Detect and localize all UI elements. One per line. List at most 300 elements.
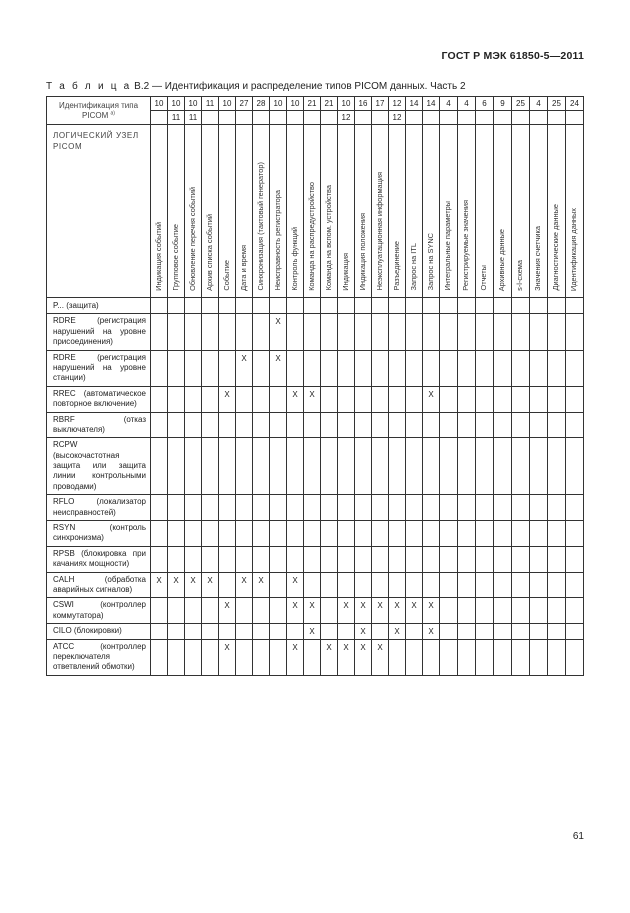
mark-cell: X	[219, 598, 236, 624]
caption-label: Т а б л и ц а	[46, 81, 132, 92]
mark-cell	[406, 639, 423, 675]
mark-cell	[530, 521, 548, 547]
mark-cell	[423, 495, 440, 521]
mark-cell	[168, 386, 185, 412]
mark-cell	[253, 598, 270, 624]
mark-cell	[440, 298, 458, 314]
column-name-cell	[202, 125, 219, 298]
type-id-sub-cell	[321, 111, 338, 125]
mark-cell	[185, 412, 202, 438]
type-id-sub-cell	[440, 111, 458, 125]
mark-cell	[304, 298, 321, 314]
column-name: Обновление перечня событий	[187, 186, 197, 291]
mark-cell: X	[372, 598, 389, 624]
mark-cell	[476, 412, 494, 438]
mark-cell: X	[372, 639, 389, 675]
mark-cell	[151, 412, 168, 438]
column-name-cell	[185, 125, 202, 298]
mark-cell	[287, 438, 304, 495]
mark-cell	[185, 350, 202, 386]
logical-node-cell: ATCC (контроллер переключателя ответвлений обмотки)	[47, 639, 151, 675]
mark-cell	[372, 412, 389, 438]
logical-node-cell: RCPW (высокочастотная защита или защита линии контрольными проводами)	[47, 438, 151, 495]
mark-cell	[253, 495, 270, 521]
logical-node-cell: RFLO (локализатор неисправностей)	[47, 495, 151, 521]
mark-cell	[423, 314, 440, 350]
column-name: Значения счетчика	[533, 225, 543, 291]
mark-cell	[253, 639, 270, 675]
mark-cell	[406, 438, 423, 495]
mark-cell	[458, 412, 476, 438]
column-name: Команда на распредустройство	[306, 182, 316, 291]
mark-cell	[338, 572, 355, 598]
mark-cell	[338, 350, 355, 386]
type-id-sub-cell	[202, 111, 219, 125]
type-id-cell: 10	[219, 97, 236, 111]
id-header-text: Идентификация типа PICOM	[58, 101, 139, 120]
type-id-cell: 4	[440, 97, 458, 111]
mark-cell: X	[253, 572, 270, 598]
mark-cell	[566, 572, 584, 598]
mark-cell	[566, 495, 584, 521]
mark-cell	[168, 314, 185, 350]
mark-cell	[321, 572, 338, 598]
mark-cell	[151, 386, 168, 412]
mark-cell	[512, 521, 530, 547]
mark-cell	[253, 386, 270, 412]
mark-cell	[168, 438, 185, 495]
mark-cell	[476, 438, 494, 495]
mark-cell: X	[287, 386, 304, 412]
mark-cell	[338, 438, 355, 495]
column-name: Групповое событие	[170, 224, 180, 291]
mark-cell	[151, 624, 168, 639]
mark-cell	[355, 314, 372, 350]
mark-cell: X	[423, 598, 440, 624]
mark-cell	[548, 412, 566, 438]
mark-cell	[321, 350, 338, 386]
mark-cell	[321, 546, 338, 572]
mark-cell	[389, 298, 406, 314]
mark-cell	[372, 521, 389, 547]
type-id-cell: 10	[151, 97, 168, 111]
mark-cell	[476, 314, 494, 350]
id-header-footnote: а)	[110, 109, 115, 116]
column-name-cell	[236, 125, 253, 298]
mark-cell	[494, 598, 512, 624]
mark-cell	[512, 598, 530, 624]
mark-cell	[458, 521, 476, 547]
type-id-cell: 25	[512, 97, 530, 111]
mark-cell	[440, 495, 458, 521]
mark-cell	[440, 438, 458, 495]
mark-cell	[423, 546, 440, 572]
column-name: Синхронизация (тактовый генератор)	[255, 162, 265, 291]
mark-cell	[458, 314, 476, 350]
logical-node-cell: RDRE (регистрация нарушений на уровне станции)	[47, 350, 151, 386]
column-name-cell	[287, 125, 304, 298]
type-id-cell: 12	[389, 97, 406, 111]
mark-cell	[566, 350, 584, 386]
type-id-cell: 10	[185, 97, 202, 111]
mark-cell	[458, 350, 476, 386]
mark-cell	[270, 412, 287, 438]
mark-cell	[219, 521, 236, 547]
mark-cell: X	[219, 386, 236, 412]
table-row	[47, 495, 584, 521]
mark-cell	[355, 546, 372, 572]
mark-cell	[423, 438, 440, 495]
mark-cell	[389, 438, 406, 495]
mark-cell	[548, 438, 566, 495]
logical-node-cell: RSYN (контроль синхронизма)	[47, 521, 151, 547]
type-id-cell: 21	[321, 97, 338, 111]
column-name: Отчеты	[479, 265, 489, 291]
mark-cell	[458, 546, 476, 572]
mark-cell	[304, 521, 321, 547]
mark-cell	[270, 438, 287, 495]
mark-cell	[530, 298, 548, 314]
mark-cell	[530, 314, 548, 350]
mark-cell	[168, 546, 185, 572]
mark-cell	[253, 624, 270, 639]
table-row	[47, 314, 584, 350]
type-id-cell: 10	[168, 97, 185, 111]
mark-cell	[423, 572, 440, 598]
mark-cell	[566, 624, 584, 639]
type-id-sub-cell	[151, 111, 168, 125]
mark-cell	[253, 350, 270, 386]
logical-node-cell: RDRE (регистрация нарушений на уровне присоединения)	[47, 314, 151, 350]
mark-cell	[168, 350, 185, 386]
mark-cell	[530, 412, 548, 438]
type-id-sub-cell	[304, 111, 321, 125]
mark-cell	[236, 438, 253, 495]
type-id-cell: 21	[304, 97, 321, 111]
mark-cell	[512, 412, 530, 438]
mark-cell	[389, 521, 406, 547]
mark-cell	[548, 495, 566, 521]
mark-cell	[458, 624, 476, 639]
column-name-cell	[219, 125, 236, 298]
mark-cell	[530, 386, 548, 412]
mark-cell	[270, 298, 287, 314]
mark-cell	[304, 438, 321, 495]
mark-cell	[476, 386, 494, 412]
mark-cell	[512, 546, 530, 572]
mark-cell	[151, 350, 168, 386]
mark-cell	[355, 386, 372, 412]
mark-cell	[168, 521, 185, 547]
mark-cell	[304, 314, 321, 350]
mark-cell	[202, 546, 219, 572]
id-row-primary	[47, 97, 584, 111]
mark-cell	[236, 386, 253, 412]
column-name: Интегральные параметры	[443, 201, 453, 291]
mark-cell	[338, 546, 355, 572]
mark-cell	[494, 386, 512, 412]
mark-cell	[151, 546, 168, 572]
mark-cell	[219, 438, 236, 495]
mark-cell	[530, 350, 548, 386]
type-id-sub-cell	[287, 111, 304, 125]
mark-cell	[440, 572, 458, 598]
mark-cell	[494, 624, 512, 639]
mark-cell	[185, 546, 202, 572]
mark-cell	[476, 598, 494, 624]
mark-cell	[236, 412, 253, 438]
logical-node-cell: RPSB (блокировка при качаниях мощности)	[47, 546, 151, 572]
mark-cell: X	[406, 598, 423, 624]
mark-cell: X	[304, 624, 321, 639]
mark-cell	[219, 624, 236, 639]
mark-cell	[270, 495, 287, 521]
mark-cell	[389, 495, 406, 521]
column-name: Индикация положения	[357, 213, 367, 291]
mark-cell	[423, 350, 440, 386]
mark-cell	[440, 521, 458, 547]
mark-cell: X	[270, 314, 287, 350]
mark-cell: X	[355, 624, 372, 639]
mark-cell	[321, 624, 338, 639]
mark-cell	[219, 495, 236, 521]
column-name-cell	[372, 125, 389, 298]
mark-cell	[512, 438, 530, 495]
mark-cell	[548, 350, 566, 386]
mark-cell	[389, 639, 406, 675]
mark-cell	[270, 521, 287, 547]
mark-cell: X	[270, 350, 287, 386]
logical-node-cell: CALH (обработка аварийных сигналов)	[47, 572, 151, 598]
mark-cell	[512, 298, 530, 314]
mark-cell	[253, 521, 270, 547]
mark-cell	[389, 386, 406, 412]
mark-cell	[566, 546, 584, 572]
mark-cell	[236, 598, 253, 624]
mark-cell	[151, 438, 168, 495]
mark-cell	[219, 572, 236, 598]
logical-node-cell: CSWI (контроллер коммутатора)	[47, 598, 151, 624]
mark-cell: X	[287, 572, 304, 598]
type-id-cell: 17	[372, 97, 389, 111]
column-name: Неисправность регистратора	[272, 190, 282, 291]
mark-cell	[476, 298, 494, 314]
mark-cell	[304, 495, 321, 521]
mark-cell	[530, 546, 548, 572]
mark-cell	[406, 624, 423, 639]
mark-cell	[440, 624, 458, 639]
type-id-cell: 4	[530, 97, 548, 111]
mark-cell	[151, 495, 168, 521]
mark-cell	[304, 412, 321, 438]
mark-cell	[566, 412, 584, 438]
mark-cell	[355, 521, 372, 547]
column-name-cell	[168, 125, 185, 298]
mark-cell	[440, 639, 458, 675]
column-name-cell	[270, 125, 287, 298]
mark-cell	[372, 386, 389, 412]
column-name-cell	[338, 125, 355, 298]
mark-cell	[458, 572, 476, 598]
type-id-sub-cell	[566, 111, 584, 125]
mark-cell	[406, 314, 423, 350]
mark-cell	[185, 314, 202, 350]
mark-cell	[185, 495, 202, 521]
column-name: Контроль функций	[289, 227, 299, 291]
mark-cell	[440, 412, 458, 438]
mark-cell	[406, 350, 423, 386]
mark-cell	[406, 412, 423, 438]
mark-cell: X	[389, 624, 406, 639]
mark-cell	[476, 624, 494, 639]
mark-cell	[168, 639, 185, 675]
column-name: Идентификация данных	[569, 207, 579, 291]
mark-cell	[321, 521, 338, 547]
type-id-sub-cell	[494, 111, 512, 125]
mark-cell	[548, 521, 566, 547]
mark-cell	[440, 598, 458, 624]
type-id-cell: 11	[202, 97, 219, 111]
mark-cell	[253, 412, 270, 438]
mark-cell	[219, 412, 236, 438]
mark-cell	[530, 572, 548, 598]
column-name-cell	[530, 125, 548, 298]
mark-cell	[236, 639, 253, 675]
mark-cell	[287, 521, 304, 547]
table-row	[47, 521, 584, 547]
mark-cell	[338, 386, 355, 412]
mark-cell	[548, 386, 566, 412]
mark-cell	[236, 521, 253, 547]
type-id-sub-cell	[476, 111, 494, 125]
mark-cell	[355, 298, 372, 314]
table-row	[47, 412, 584, 438]
table-row	[47, 350, 584, 386]
mark-cell	[530, 438, 548, 495]
column-name: Архивные данные	[497, 228, 507, 291]
mark-cell: X	[423, 386, 440, 412]
type-id-sub-cell	[530, 111, 548, 125]
table-row	[47, 438, 584, 495]
mark-cell	[476, 639, 494, 675]
mark-cell	[321, 298, 338, 314]
type-id-cell: 9	[494, 97, 512, 111]
mark-cell	[321, 314, 338, 350]
mark-cell	[287, 298, 304, 314]
mark-cell	[494, 314, 512, 350]
mark-cell	[202, 521, 219, 547]
type-id-cell: 25	[548, 97, 566, 111]
mark-cell	[270, 546, 287, 572]
mark-cell	[202, 598, 219, 624]
standard-number: ГОСТ Р МЭК 61850-5—2011	[441, 50, 584, 62]
mark-cell	[338, 298, 355, 314]
mark-cell	[219, 314, 236, 350]
mark-cell	[372, 495, 389, 521]
mark-cell	[372, 572, 389, 598]
type-id-sub-cell	[423, 111, 440, 125]
mark-cell	[236, 624, 253, 639]
mark-cell	[168, 624, 185, 639]
mark-cell	[338, 314, 355, 350]
mark-cell	[202, 624, 219, 639]
mark-cell	[372, 298, 389, 314]
mark-cell	[548, 572, 566, 598]
mark-cell	[548, 314, 566, 350]
column-names-row	[47, 125, 584, 298]
mark-cell	[151, 314, 168, 350]
mark-cell	[494, 298, 512, 314]
mark-cell	[338, 495, 355, 521]
column-name-cell	[355, 125, 372, 298]
column-name-cell	[512, 125, 530, 298]
column-name: Дата и время	[238, 244, 248, 291]
mark-cell	[321, 598, 338, 624]
column-name: Регистрируемые значения	[461, 200, 471, 291]
mark-cell	[236, 546, 253, 572]
column-name-cell	[321, 125, 338, 298]
mark-cell	[151, 598, 168, 624]
mark-cell	[168, 495, 185, 521]
column-name-cell	[548, 125, 566, 298]
mark-cell	[530, 624, 548, 639]
mark-cell	[566, 298, 584, 314]
column-name: Индикация событий	[153, 221, 163, 291]
column-name: s-l-схема	[515, 259, 525, 291]
mark-cell	[423, 412, 440, 438]
mark-cell	[494, 350, 512, 386]
mark-cell	[202, 639, 219, 675]
type-id-sub-cell	[458, 111, 476, 125]
caption-text: В.2 — Идентификация и распределение типов PICOM данных. Часть 2	[131, 81, 466, 92]
type-id-sub-cell: 12	[338, 111, 355, 125]
type-id-sub-cell	[219, 111, 236, 125]
type-id-cell: 28	[253, 97, 270, 111]
mark-cell	[476, 350, 494, 386]
mark-cell	[566, 639, 584, 675]
mark-cell	[355, 495, 372, 521]
mark-cell	[355, 572, 372, 598]
mark-cell: X	[423, 624, 440, 639]
mark-cell	[185, 624, 202, 639]
logical-node-header: ЛОГИЧЕСКИЙ УЗЕЛ PICOM	[47, 125, 151, 298]
mark-cell: X	[236, 350, 253, 386]
mark-cell	[185, 298, 202, 314]
type-id-cell: 14	[406, 97, 423, 111]
mark-cell	[372, 438, 389, 495]
mark-cell: X	[355, 598, 372, 624]
mark-cell	[389, 546, 406, 572]
mark-cell	[321, 495, 338, 521]
mark-cell: X	[236, 572, 253, 598]
type-id-cell: 4	[458, 97, 476, 111]
type-id-cell: 24	[566, 97, 584, 111]
mark-cell	[338, 412, 355, 438]
mark-cell	[548, 624, 566, 639]
mark-cell	[512, 495, 530, 521]
mark-cell	[440, 386, 458, 412]
table-row	[47, 546, 584, 572]
mark-cell	[236, 298, 253, 314]
mark-cell	[185, 598, 202, 624]
column-name-cell	[406, 125, 423, 298]
mark-cell	[253, 438, 270, 495]
mark-cell	[512, 572, 530, 598]
mark-cell	[355, 350, 372, 386]
mark-cell	[151, 639, 168, 675]
column-name: Запрос на SYNC	[425, 233, 435, 291]
column-name-cell	[151, 125, 168, 298]
